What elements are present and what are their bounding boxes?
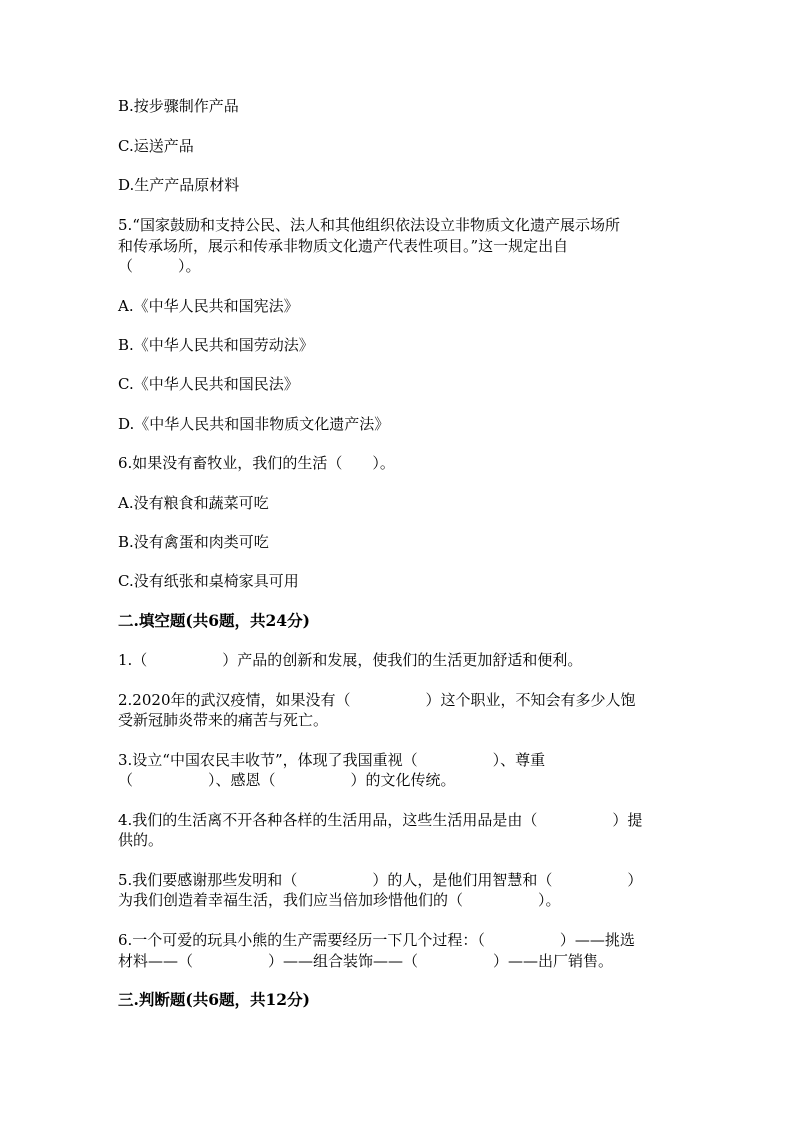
q5-option-a: A.《中华人民共和国宪法》 <box>118 297 299 315</box>
section3-heading: 三.判断题(共6题，共12分) <box>118 990 310 1009</box>
q5-stem-line3: （ ）。 <box>118 257 201 275</box>
fill-q2-line1: 2.2020年的武汉疫情，如果没有（ ）这个职业，不知会有多少人饱 <box>118 691 636 709</box>
q5-stem-line1: 5.“国家鼓励和支持公民、法人和其他组织依法设立非物质文化遗产展示场所 <box>118 216 620 234</box>
q5-option-b: B.《中华人民共和国劳动法》 <box>118 336 314 354</box>
q6-option-a: A.没有粮食和蔬菜可吃 <box>118 494 269 512</box>
q5-option-d: D.《中华人民共和国非物质文化遗产法》 <box>118 415 390 433</box>
fill-q3-line2: （ ）、感恩（ ）的文化传统。 <box>118 771 456 789</box>
q6-option-c: C.没有纸张和桌椅家具可用 <box>118 572 299 590</box>
fill-q5-line1: 5.我们要感谢那些发明和（ ）的人，是他们用智慧和（ ） <box>118 871 643 889</box>
q6-option-b: B.没有禽蛋和肉类可吃 <box>118 533 269 551</box>
fill-q5-line2: 为我们创造着幸福生活，我们应当倍加珍惜他们的（ ）。 <box>118 891 561 909</box>
section2-heading: 二.填空题(共6题，共24分) <box>118 611 310 630</box>
q4-option-d: D.生产产品原材料 <box>118 176 240 194</box>
q5-stem-line2: 和传承场所，展示和传承非物质文化遗产代表性项目。”这一规定出自 <box>118 237 569 255</box>
q4-option-b: B.按步骤制作产品 <box>118 97 239 115</box>
fill-q4-line2: 供的。 <box>118 831 164 849</box>
fill-q3-line1: 3.设立“中国农民丰收节”，体现了我国重视（ ）、尊重 <box>118 751 546 769</box>
q5-option-c: C.《中华人民共和国民法》 <box>118 375 299 393</box>
fill-q6-line2: 材料——（ ）——组合装饰——（ ）——出厂销售。 <box>118 952 614 970</box>
fill-q6-line1: 6.一个可爱的玩具小熊的生产需要经历一下几个过程：（ ）——挑选 <box>118 931 635 949</box>
q6-stem: 6.如果没有畜牧业，我们的生活（ ）。 <box>118 454 395 472</box>
q4-option-c: C.运送产品 <box>118 137 194 155</box>
fill-q1: 1.（ ）产品的创新和发展，使我们的生活更加舒适和便利。 <box>118 651 583 669</box>
fill-q4-line1: 4.我们的生活离不开各种各样的生活用品，这些生活用品是由（ ）提 <box>118 811 643 829</box>
fill-q2-line2: 受新冠肺炎带来的痛苦与死亡。 <box>118 711 329 729</box>
